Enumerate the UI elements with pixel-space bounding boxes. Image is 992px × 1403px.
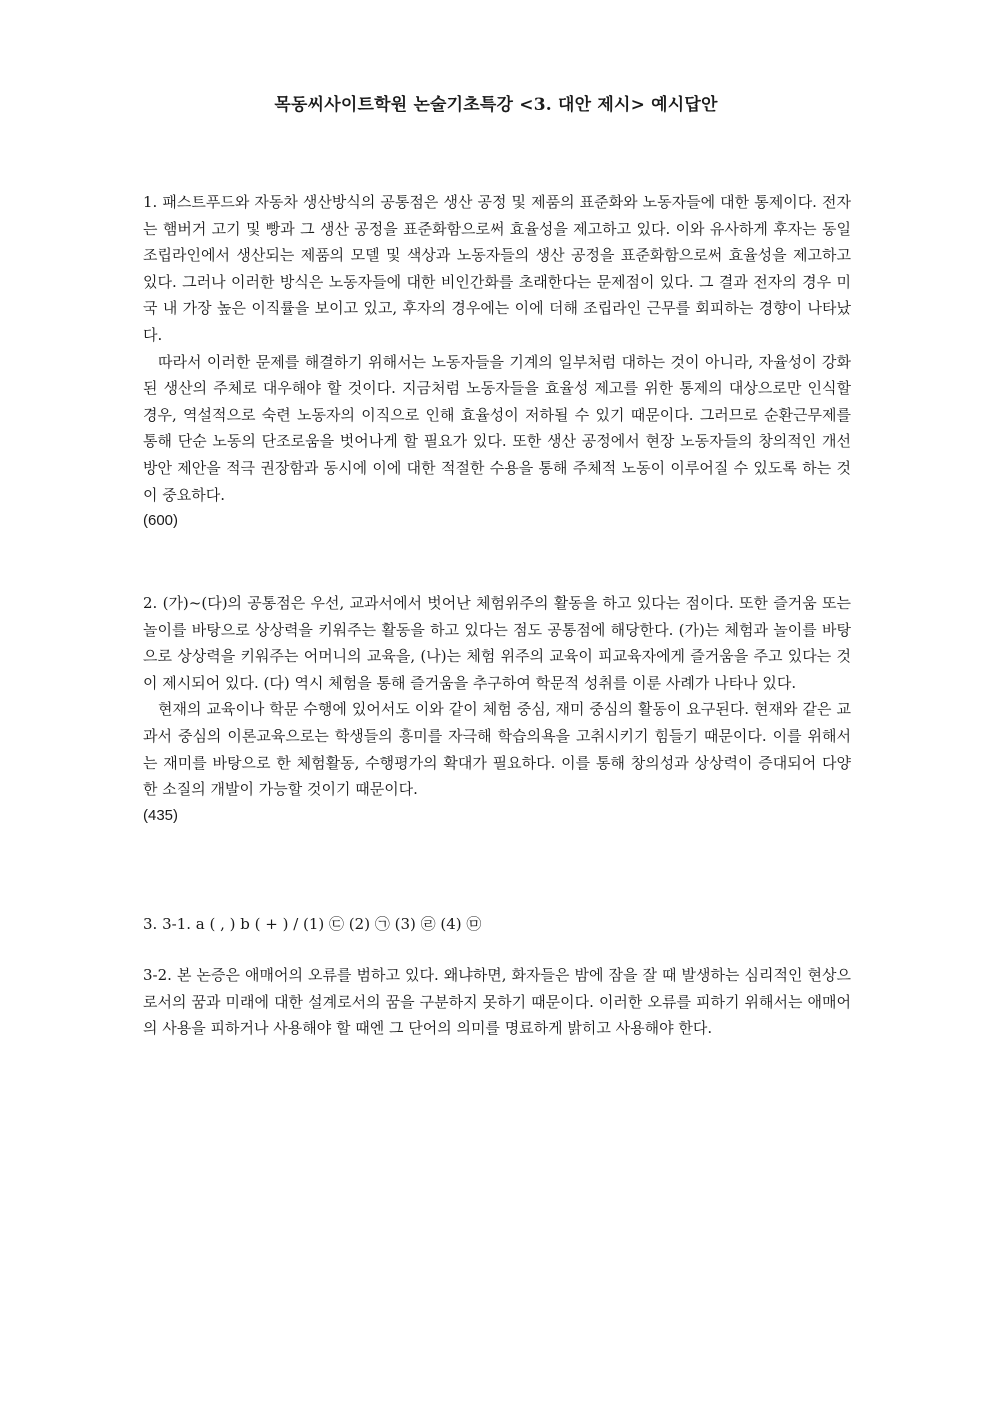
document-title: 목동씨사이트학원 논술기초특강 <3. 대안 제시> 예시답안: [274, 95, 718, 115]
section-2-paragraph-1: 2. (가)~(다)의 공통점은 우선, 교과서에서 벗어난 체험위주의 활동을 하고 있다는 점이다. 또한 즐거움 또는 놀이를 바탕으로 상상력을 키워주는 활동을 하고 있다는 점도 공통점에 해당한다. (가)는 체험과 놀이를 바탕으로 상상력을 키워주는 어머니의 교육을, (나)는 체험 위주의 교육이 피교육자에게 즐거움을 주고 있다는 것이 제시되어 있다. (다) 역시 체험을 통해 즐거움을 추구하여 학문적 성취를 이룬 사례가 나타나 있다.: [143, 594, 852, 692]
answer-section-3-1: [143, 911, 851, 938]
section-2-char-count: (435): [143, 806, 179, 824]
section-1-char-count: (600): [143, 512, 179, 530]
section-2-paragraph-2: 현재의 교육이나 학문 수행에 있어서도 이와 같이 체험 중심, 재미 중심의 활동이 요구된다. 현재와 같은 교과서 중심의 이론교육으로는 학생들의 흥미를 자극해 학습의욕을 고취시키기 힘들기 때문이다. 이를 위해서는 재미를 바탕으로 한 체험활동, 수행평가의 확대가 필요하다. 이를 통해 창의성과 상상력이 증대되어 다양한 소질의 개발이 가능할 것이기 때문이다.: [143, 700, 851, 799]
section-3-paragraph: 3-2. 본 논증은 애매어의 오류를 범하고 있다. 왜냐하면, 화자들은 밤에 잠을 잘 때 발생하는 심리적인 현상으로서의 꿈과 미래에 대한 설계로서의 꿈을 구분하지 못하기 때문이다. 이러한 오류를 피하기 위해서는 애매어의 사용을 피하거나 사용해야 할 때엔 그 단어의 의미를 명료하게 밝히고 사용해야 한다.: [143, 966, 851, 1038]
answer-section-2: [143, 590, 851, 829]
section-1-paragraph-2: 따라서 이러한 문제를 해결하기 위해서는 노동자들을 기계의 일부처럼 대하는 것이 아니라, 자율성이 강화된 생산의 주체로 대우해야 할 것이다. 지금처럼 노동자들을 효율성 제고를 위한 통제의 대상으로만 인식할 경우, 역설적으로 숙련 노동자의 이직으로 인해 효율성이 저하될 수 있기 때문이다. 그러므로 순환근무제를 통해 단순 노동의 단조로움을 벗어나게 할 필요가 있다. 또한 생산 공정에서 현장 노동자들의 창의적인 개선방안 제안을 적극 권장함과 동시에 이에 대한 적절한 수용을 통해 주체적 노동이 이루어질 수 있도록 하는 것이 중요하다.: [143, 352, 851, 504]
answer-section-3-2: [143, 962, 851, 1042]
answer-section-1: [143, 189, 851, 535]
section-3-answer-line: 3. 3-1. a ( , ) b ( + ) / (1) ㉢ (2) ㉠ (3) ㉣ (4) ㉤: [143, 915, 482, 933]
section-1-paragraph-1: 1. 패스트푸드와 자동차 생산방식의 공통점은 생산 공정 및 제품의 표준화와 노동자들에 대한 통제이다. 전자는 햄버거 고기 및 빵과 그 생산 공정을 표준화함으로써 효율성을 제고하고 있다. 이와 유사하게 후자는 동일 조립라인에서 생산되는 제품의 모델 및 색상과 노동자들의 생산 공정을 표준화함으로써 효율성을 제고하고 있다. 그러나 이러한 방식은 노동자들에 대한 비인간화를 초래한다는 문제점이 있다. 그 결과 전자의 경우 미국 내 가장 높은 이직률을 보이고 있고, 후자의 경우에는 이에 더해 조립라인 근무를 회피하는 경향이 나타났다.: [143, 193, 851, 344]
